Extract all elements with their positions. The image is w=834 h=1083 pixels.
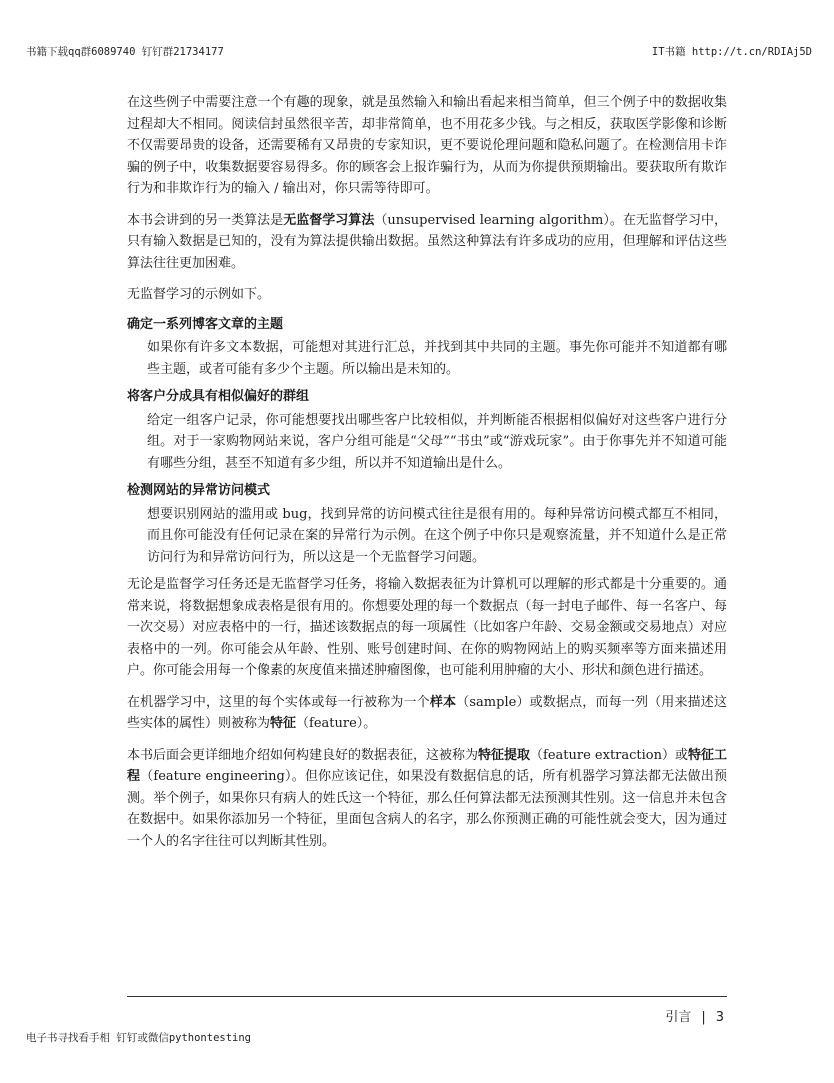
page-body xyxy=(127,92,727,862)
term-feature-extraction: 特征提取 xyxy=(478,747,531,763)
footer-divider xyxy=(127,996,727,997)
paragraph-feature-extraction xyxy=(127,745,727,853)
example-term: 检测网站的异常访问模式 xyxy=(127,483,271,498)
text-segment: （sample）或数据点，而每一列（用来描述这些实体的属性）则被称为 xyxy=(127,694,727,731)
text-segment: （feature extraction）或 xyxy=(530,747,688,763)
example-item xyxy=(127,386,727,474)
text-segment: （unsupervised learning algorithm）。在无监督学习中，只有输入数据是已知的，没有为算法提供输出数据。虽然这种算法有许多成功的应用，但理解和评估这些算法往往更加困难。 xyxy=(127,212,727,271)
examples-list xyxy=(127,314,727,569)
example-description: 想要识别网站的滥用或 bug，找到异常的访问模式往往是很有用的。每种异常访问模式都互不相同，而且你可能没有任何记录在案的异常行为示例。在这个例子中你只是观察流量，并不知道什么是正常访问行为和异常访问行为，所以这是一个无监督学习问题。 xyxy=(147,506,727,565)
term-feature-engineering: 特征工程 xyxy=(127,747,728,784)
paragraph-examples-lead: 无监督学习的示例如下。 xyxy=(127,287,271,302)
text-segment: 本书会讲到的另一类算法是 xyxy=(127,212,284,228)
paragraph-sample-feature xyxy=(127,692,727,735)
term-unsupervised-learning: 无监督学习算法 xyxy=(283,212,375,228)
page-footer xyxy=(665,1006,724,1025)
example-term: 确定一系列博客文章的主题 xyxy=(127,316,284,332)
header-left-text: 书籍下载qq群6089740 钉钉群21734177 xyxy=(26,46,224,58)
text-segment: （feature engineering）。但你应该记住，如果没有数据信息的话，所有机器学习算法都无法做出预测。举个例子，如果你只有病人的姓氏这一个特征，那么任何算法都无法预测其性别。这一信息并未包含在数据中。如果你添加另一个特征，里面包含病人的名字，那么你预测正确的可能性就会变大，因为通过一个人的名字往往可以判断其性别。 xyxy=(127,769,727,849)
footer-separator: | xyxy=(701,1010,706,1025)
header-right-text: IT书籍 http://t.cn/RDIAj5D xyxy=(651,46,812,58)
paragraph-unsupervised-intro xyxy=(127,210,727,275)
example-description: 如果你有许多文本数据，可能想对其进行汇总，并找到其中共同的主题。事先你可能并不知道都有哪些主题，或者可能有多少个主题。所以输出是未知的。 xyxy=(147,340,727,377)
chapter-name: 引言 xyxy=(665,1010,692,1025)
term-sample: 样本 xyxy=(429,694,457,710)
paragraph-data-collection: 在这些例子中需要注意一个有趣的现象，就是虽然输入和输出看起来相当简单，但三个例子中的数据收集过程却大不相同。阅读信封虽然很辛苦，却非常简单，也不用花多少钱。与之相反，获取医学影像和诊断不仅需要昂贵的设备，还需要稀有又昂贵的专家知识，更不要说伦理问题和隐私问题了。在检测信用卡诈骗的例子中，收集数据要容易得多。你的顾客会上报诈骗行为，从而为你提供预期输出。要获取所有欺诈行为和非欺诈行为的输入 / 输出对，你只需等待即可。 xyxy=(127,95,727,196)
paragraph-data-representation: 无论是监督学习任务还是无监督学习任务，将输入数据表征为计算机可以理解的形式都是十分重要的。通常来说，将数据想象成表格是很有用的。你想要处理的每一个数据点（每一封电子邮件、每一名客户、每一次交易）对应表格中的一行，描述该数据点的每一项属性（比如客户年龄、交易金额或交易地点）对应表格中的一列。你可能会从年龄、性别、账号创建时间、在你的购物网站上的购买频率等方面来描述用户。你可能会用每一个像素的灰度值来描述肿瘤图像，也可能利用肿瘤的大小、形状和颜色进行描述。 xyxy=(127,577,727,678)
text-segment: 在机器学习中，这里的每个实体或每一行被称为一个 xyxy=(127,694,430,710)
example-term: 将客户分成具有相似偏好的群组 xyxy=(127,389,310,404)
example-item xyxy=(127,314,727,381)
example-item xyxy=(127,480,727,568)
bottom-left-text: 电子书寻找看手相 钉钉或微信pythontesting xyxy=(26,1032,252,1044)
example-description: 给定一组客户记录，你可能想要找出哪些客户比较相似，并判断能否根据相似偏好对这些客户进行分组。对于一家购物网站来说，客户分组可能是“父母”“书虫”或“游戏玩家”。由于你事先并不知道可能有哪些分组，甚至不知道有多少组，所以并不知道输出是什么。 xyxy=(147,412,727,471)
page-number: 3 xyxy=(715,1010,724,1025)
text-segment: （feature）。 xyxy=(296,716,377,731)
text-segment: 本书后面会更详细地介绍如何构建良好的数据表征，这被称为 xyxy=(127,747,479,763)
term-feature: 特征 xyxy=(270,716,297,731)
